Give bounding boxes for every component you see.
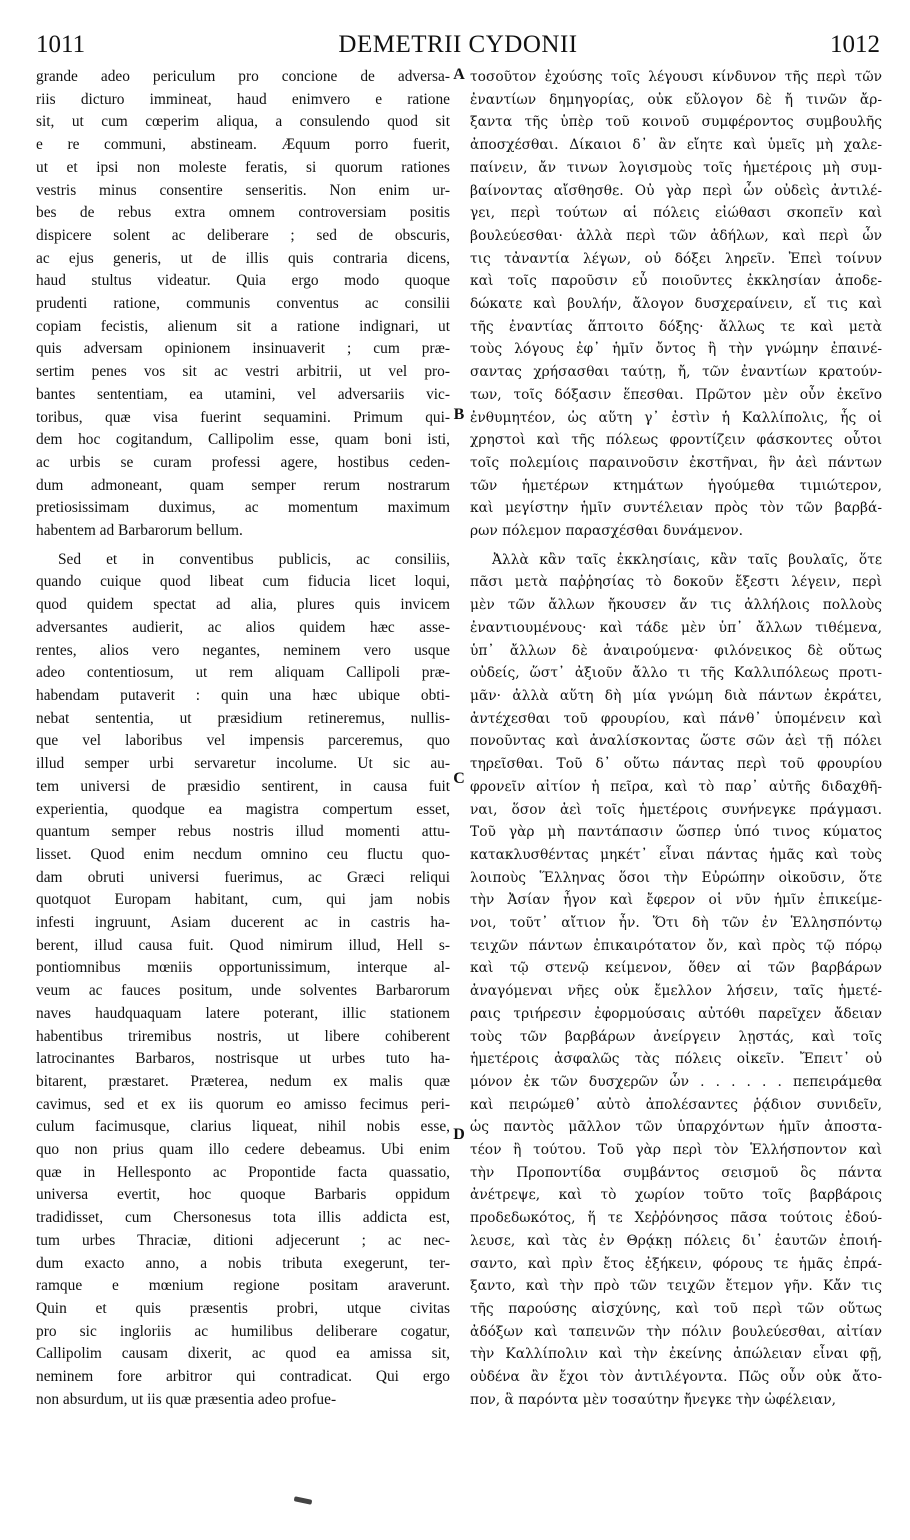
greek-line: ἐναντίων δημηγορίας, οὐκ εὔλογον δὲ ἤ τινῶν ἄρ-	[470, 91, 882, 108]
latin-line: berent, illud causa fuit. Quod nimirum illud, Hell s-	[36, 936, 450, 954]
greek-line: Ἀλλὰ κἂν ταῖς ἐκκλησίαις, κἂν ταῖς βουλαῖς, ὅτε	[492, 551, 882, 568]
latin-line: pro sic ingloriis ac humilibus deliberare cogatur,	[36, 1322, 450, 1340]
latin-line: quo non prius quam illo cedere debeamus. Ubi enim	[36, 1141, 450, 1159]
greek-line: πονοῦντας καὶ ἀναλίσκοντας ὥστε σῶν ἀεὶ τῇ πόλει	[470, 733, 882, 750]
latin-line: nebat sententia, ut præsidium retineremus, nullis-	[36, 709, 450, 727]
greek-line: πᾶσι μετὰ παῤῥησίας τὸ δοκοῦν ἔξεστι λέγειν, περὶ	[470, 574, 882, 591]
latin-line: adversantes audierit, ac alios quidem hæc asse-	[36, 618, 450, 636]
latin-line: sit, ut cum cœperim aliqua, a consulendo quod sit	[36, 113, 450, 131]
greek-line: ἀνέτρεψε, καὶ τὸ χωρίον τοῦτο τοῖς βαρβάροις	[470, 1187, 882, 1204]
latin-line: neminem fore arbitror qui contradicat. Qui ergo	[36, 1368, 450, 1386]
greek-line: μὲν τῶν ἄλλων ἤκουσεν ἄν τις ἀλλήλοις πολλοὺς	[470, 597, 882, 614]
greek-line: τὴν Προποντίδα συμβάντος σεισμοῦ ὃς πάντα	[470, 1164, 882, 1181]
greek-line: τοῖς πολεμίοις παραινοῦσιν ἐκστῆναι, ἣν ἀεὶ πάντων	[470, 454, 882, 471]
latin-line: naves haudquaquam latere poterant, illic stationem	[36, 1004, 450, 1022]
latin-line: e re communi, abstineam. Æquum porro fuerit,	[36, 136, 450, 154]
latin-line: ac urbis se curam professi agere, hostibus ceden-	[36, 453, 450, 471]
greek-line: ναι, ὅσον ἀεὶ τοῖς ἡμετέροις συνήνεγκε πράγμασι.	[470, 801, 882, 818]
greek-line: τις τἀναντία λέγων, οὐ δόξει ληρεῖν. Ἐπεὶ τοίνυν	[470, 250, 882, 267]
section-marker-b: B	[453, 406, 465, 423]
latin-line: cavimus, sed et ex iis quorum eo amisso fecimus peri-	[36, 1095, 450, 1113]
greek-line: σαντας χρήσασθαι ταύτῃ, ἤ, τῶν ἐναντίων κρατούν-	[470, 364, 882, 381]
latin-line: ut et ipsi non moleste feratis, si quorum rationes	[36, 158, 450, 176]
latin-line: Callipolim causam dixerit, ac quod ea amissa sit,	[36, 1345, 450, 1363]
latin-line: tem universi de præsidio sentirent, in causa fuit	[36, 777, 450, 795]
latin-line: quis adversam opinionem insinuaverit ; cum præ-	[36, 340, 450, 358]
greek-line: δώκατε καὶ βουλήν, ἄλογον δυσχεραίνειν, εἴ τις καὶ	[470, 296, 882, 313]
page-number-left: 1011	[36, 31, 86, 58]
section-marker-a: A	[453, 66, 465, 83]
section-marker-d: D	[453, 1126, 465, 1143]
latin-line: dum admoneant, quam semper rerum nostrarum	[36, 476, 450, 494]
latin-line: experientia, quodque ea magistra compertum esset,	[36, 800, 450, 818]
latin-line: dam obruti universi fuerimus, ac Græci reliqui	[36, 868, 450, 886]
latin-line: latrocinantes Barbaros, nostrisque ut urbes tuto ha-	[36, 1050, 450, 1068]
greek-line: φρονεῖν αἰτίον ἡ πεῖρα, καὶ τὸ παρ᾽ αὐτῆς διδαχθῆ-	[470, 778, 882, 795]
greek-line: ξαντο, καὶ τὴν πρὸ τῶν τειχῶν ἔτεμον γῆν. Κἄν τις	[470, 1278, 882, 1295]
latin-line: quando cuique quod libeat cum fiducia licet loqui,	[36, 573, 450, 591]
latin-line: copiam fecistis, alienum sit a ratione indignari, ut	[36, 317, 450, 335]
latin-line: toribus, quæ visa fuerint sequamini. Primum qui-	[36, 408, 450, 426]
latin-line: dem hoc cogitandum, Callipolim esse, quam boni isti,	[36, 431, 450, 449]
latin-line: bes de rebus extra omnem controversiam positis	[36, 204, 450, 222]
latin-line: non absurdum, ut iis quæ præsentia adeo profue-	[36, 1390, 337, 1408]
greek-line: κατακλυσθέντας μηκέτ᾽ εἶναι πάντας ἡμᾶς καὶ τοὺς	[470, 846, 882, 863]
greek-line: σαντο, καὶ πρὶν ἔτος ἐξήκειν, φόρους τε ἡμᾶς ἐπρά-	[470, 1255, 882, 1272]
latin-line: sertim penes vos sit ac vestri arbitrii, ut vel pro-	[36, 363, 450, 381]
latin-line: quæ in Hellesponto ac Propontide facta quassatio,	[36, 1163, 450, 1181]
latin-line: grande adeo periculum pro concione de adversa-	[36, 68, 450, 85]
greek-line: τῶν ἡμετέρων κτημάτων ἡγούμεθα τιμιώτερον,	[470, 477, 882, 494]
latin-line: riis dicturo immineat, haud enimvero e ratione	[36, 90, 450, 108]
latin-line: bantes sententiam, ea utamini, vel adversariis vic-	[36, 385, 450, 403]
greek-line: ὑπ᾽ ἄλλων δὲ ἀναιρούμενα· φιλόνεικος δὲ οὕτως	[470, 642, 882, 659]
greek-line: ρων πόλεμον παρασχέσθαι δυνάμενον.	[470, 523, 744, 540]
latin-line: tradidisset, cum Chersonesus tota illis addicta est,	[36, 1209, 450, 1227]
greek-line: ἀντέχεσθαι τοῦ φρουρίου, καὶ πάνθ᾽ ὑπομένειν καὶ	[470, 710, 882, 727]
greek-line: τέον ἢ τούτου. Τοῦ γὰρ περὶ τὸν Ἑλλήσποντον καὶ	[470, 1142, 882, 1159]
latin-line: lisset. Quod enim necdum omnino ceu fluctu quo-	[36, 845, 450, 863]
latin-line: ac ejus generis, ut de illis quis contraria dicens,	[36, 249, 450, 267]
greek-line: ραις τριήρεσιν ἐφορμούσαις αὐτόθι παρεῖχεν ἄδειαν	[470, 1005, 882, 1022]
running-title: DEMETRII CYDONII	[338, 31, 578, 58]
greek-line: ἡμετέροις ἀσφαλῶς τὰς πόλεις οἰκεῖν. Ἔπειτ᾽ οὐ	[470, 1051, 882, 1068]
greek-line: οὐδένα ἂν ἔχοι τὸν ἀντιλέγοντα. Πῶς οὖν οὐκ ἄτο-	[470, 1369, 882, 1386]
latin-line: habentem ad Barbarorum bellum.	[36, 522, 243, 540]
latin-line: dum exacto anno, a nobis tributa exegerunt, ter-	[36, 1254, 450, 1272]
greek-line: μᾶν· ἀλλὰ αὕτη δὴ μία γνώμη διὰ πάντων ἐκράτει,	[470, 687, 882, 704]
greek-line: οὐδείς, ὥστ᾽ ἀξιοῦν ἄλλο τι τῆς Καλλιπόλεως προτι-	[470, 665, 882, 682]
greek-line: καὶ τοῖς παροῦσιν εὖ ποιοῦντες ἐκκλησίαν ἀποδε-	[470, 273, 882, 290]
latin-line: Sed et in conventibus publicis, ac consiliis,	[58, 550, 450, 568]
greek-line: βαίνοντας αἴσθησθε. Οὐ γὰρ περὶ ὧν οὐδεὶς ἀντιλέ-	[470, 182, 882, 199]
greek-line: πον, ἃ παρόντα μὲν τοσαύτην ἤνεγκε τὴν ὠφέλειαν,	[470, 1391, 836, 1408]
latin-line: pretiosissimam duximus, ac momentum maximum	[36, 499, 450, 517]
greek-line: τὴν Καλλίπολιν καὶ τὴν ἐκείνης ἀπώλειαν εἶναι φῇ,	[470, 1346, 882, 1363]
page-header	[36, 30, 880, 60]
latin-line: habendam putaverit : quin una hæc ubique obti-	[36, 686, 450, 704]
greek-line: τοὺς τῶν βαρβάρων ἀνείργειν λῃστάς, καὶ τοῖς	[470, 1028, 882, 1045]
section-marker-c: C	[453, 770, 465, 787]
greek-line: καὶ μεγίστην ἡμῖν συντέλειαν πρὸς τὸν τῶν βαρβά-	[470, 500, 882, 517]
latin-line: prudenti ratione, communis conventus ac consilii	[36, 295, 450, 313]
latin-line: haud stultus videatur. Quia ergo modo quoque	[36, 272, 450, 290]
greek-line: παίνειν, ἄν τινων λογισμοὺς τοῖς ἡμετέροις μὴ συμ-	[470, 159, 882, 176]
latin-column	[36, 66, 450, 1411]
latin-line: quantum semper rebus nostris illud momenti attu-	[36, 823, 450, 841]
latin-line: illud semper urbi servaretur incolume. Ut sic au-	[36, 755, 450, 773]
greek-line: καὶ πειρώμεθ᾽ αὐτὸ ἀπολέσαντες ῥᾴδιον συνιδεῖν,	[470, 1096, 882, 1113]
latin-line: dispicere solent ac deliberare ; sed de obscuris,	[36, 226, 450, 244]
latin-line: infesti ingruunt, Asiam ducerent ac in castris ha-	[36, 914, 450, 932]
latin-line: que vel laboribus vel impensis parceremus, quo	[36, 732, 450, 750]
greek-line: καὶ τῷ στενῷ κείμενον, ὅθεν αἱ τῶν βαρβάρων	[470, 960, 882, 977]
latin-line: culum facimusque, clarius liqueat, nihil nobis esse,	[36, 1118, 450, 1136]
latin-line: quotquot Europam habitant, cum, qui jam nobis	[36, 891, 450, 909]
latin-line: bitarent, præstaret. Præterea, nedum ex malis quæ	[36, 1072, 450, 1090]
greek-line: ξαντα τῆς ὑπὲρ τοῦ κοινοῦ συμφέροντος συμβουλῆς	[470, 114, 882, 131]
latin-line: tum urbes Thraciæ, ditioni adjecerunt ; ac nec-	[36, 1231, 450, 1249]
latin-line: habentibus triremibus nostris, ut libere cohiberent	[36, 1027, 450, 1045]
greek-line: τηρεῖσθαι. Τοῦ δ᾽ οὕτω πάντας περὶ τοῦ φρουρίου	[470, 756, 882, 773]
latin-line: vestris minus consentire senseritis. Non enim ur-	[36, 181, 450, 199]
greek-line: τοὺς λόγους ἐφ᾽ ἡμῖν ὄντος ἢ τὴν γνώμην ἐπαινέ-	[470, 341, 882, 358]
greek-line: λοιποὺς Ἕλληνας ὅσοι τὴν Εὐρώπην οἰκοῦσιν, ὅτε	[470, 869, 882, 886]
greek-column	[470, 66, 882, 1411]
greek-line: ἐνθυμητέον, ὡς αὕτη γ᾽ ἐστὶν ἡ Καλλίπολις, ἧς οἱ	[470, 409, 882, 426]
greek-line: τειχῶν πάντων ἐπικαιρότατον ὄν, καὶ πρὸς τῷ πόρῳ	[470, 937, 882, 954]
greek-line: των, τοῖς δόξασιν ἕπεσθαι. Πρῶτον μὲν οὖν ἐκεῖνο	[470, 386, 882, 403]
page-number-right: 1012	[830, 31, 880, 58]
latin-line: rentes, alios vero negantes, neminem vero usque	[36, 641, 450, 659]
latin-line: ramque e mœnium regione positam araverunt.	[36, 1277, 450, 1295]
latin-line: Quin et quis præsentis probri, utque civitas	[36, 1299, 450, 1317]
ink-smudge	[294, 1496, 313, 1505]
greek-line: ὡς παντὸς μᾶλλον τῶν ὑπαρχόντων ἡμῖν ἀποστα-	[470, 1119, 882, 1136]
latin-line: universa evertit, hoc quoque Barbaris oppidum	[36, 1186, 450, 1204]
greek-line: Τοῦ γὰρ μὴ παντάπασιν ὥσπερ ὑπό τινος κύματος	[470, 824, 882, 841]
greek-line: τῆς παρούσης αἰσχύνης, καὶ τοῦ περὶ τῶν οὕτως	[470, 1300, 882, 1317]
greek-line: ἐναντιουμένους· καὶ τάδε μὲν ὑπ᾽ ἄλλων τιθέμενα,	[470, 619, 882, 636]
greek-line: ἀναγόμεναι νῆες οὐκ ἔμελλον λήσειν, ταῖς ἡμετέ-	[470, 983, 882, 1000]
latin-line: quod quidem spectat ad alia, plures quis invicem	[36, 596, 450, 614]
greek-line: προδεδωκότος, ἥ τε Χεῤῥόνησος πᾶσα τούτοις ἐδού-	[470, 1210, 882, 1227]
latin-line: adeo contentiosum, ut rem aliquam Callipoli præ-	[36, 664, 450, 682]
greek-line: ἀδόξων καὶ ταπεινῶν τὴν πόλιν βουλεύεσθαι, αἰτίαν	[470, 1323, 882, 1340]
latin-line: veum ac fauces positum, unde solventes Barbarorum	[36, 982, 450, 1000]
greek-line: βουλεύεσθαι· ἀλλὰ περὶ τῶν ἀδήλων, καὶ περὶ ὧν	[470, 227, 882, 244]
greek-line: γει, περὶ τούτων αἱ πόλεις εἰώθασι σκοπεῖν καὶ	[470, 205, 882, 222]
greek-line: τῆς ἐναντίας ἅπτοιτο δόξης· ἄλλως τε καὶ μετὰ	[470, 318, 882, 335]
greek-line: μόνον ἐκ τῶν δυσχερῶν ὧν . . . . . . πεπειράμεθα	[470, 1073, 882, 1090]
latin-line: pontiomnibus mœniis opportunissimum, interque al-	[36, 959, 450, 977]
greek-line: τὴν Ἀσίαν ἦγον καὶ ἔφερον οἱ νῦν ἡμῖν ἐπικείμε-	[470, 892, 882, 909]
greek-line: χρηστοὶ καὶ τῆς πόλεως φροντίζειν φάσκοντες οὗτοι	[470, 432, 882, 449]
greek-line: τοσοῦτον ἐχούσης τοῖς λέγουσι κίνδυνον τῆς περὶ τῶν	[470, 69, 882, 85]
greek-line: ἀποσχέσθαι. Δίκαιοι δ᾽ ἂν εἴητε καὶ ὑμεῖς μὴ χαλε-	[470, 137, 882, 154]
greek-line: λευσε, καὶ τὰς ἐν Θρᾴκῃ πόλεις δι᾽ ἑαυτῶν ἐποιή-	[470, 1232, 882, 1249]
greek-line: νοι, τοῦτ᾽ αἴτιον ἦν. Ὅτι δὴ τῶν ἐν Ἑλλησπόντῳ	[470, 915, 882, 932]
